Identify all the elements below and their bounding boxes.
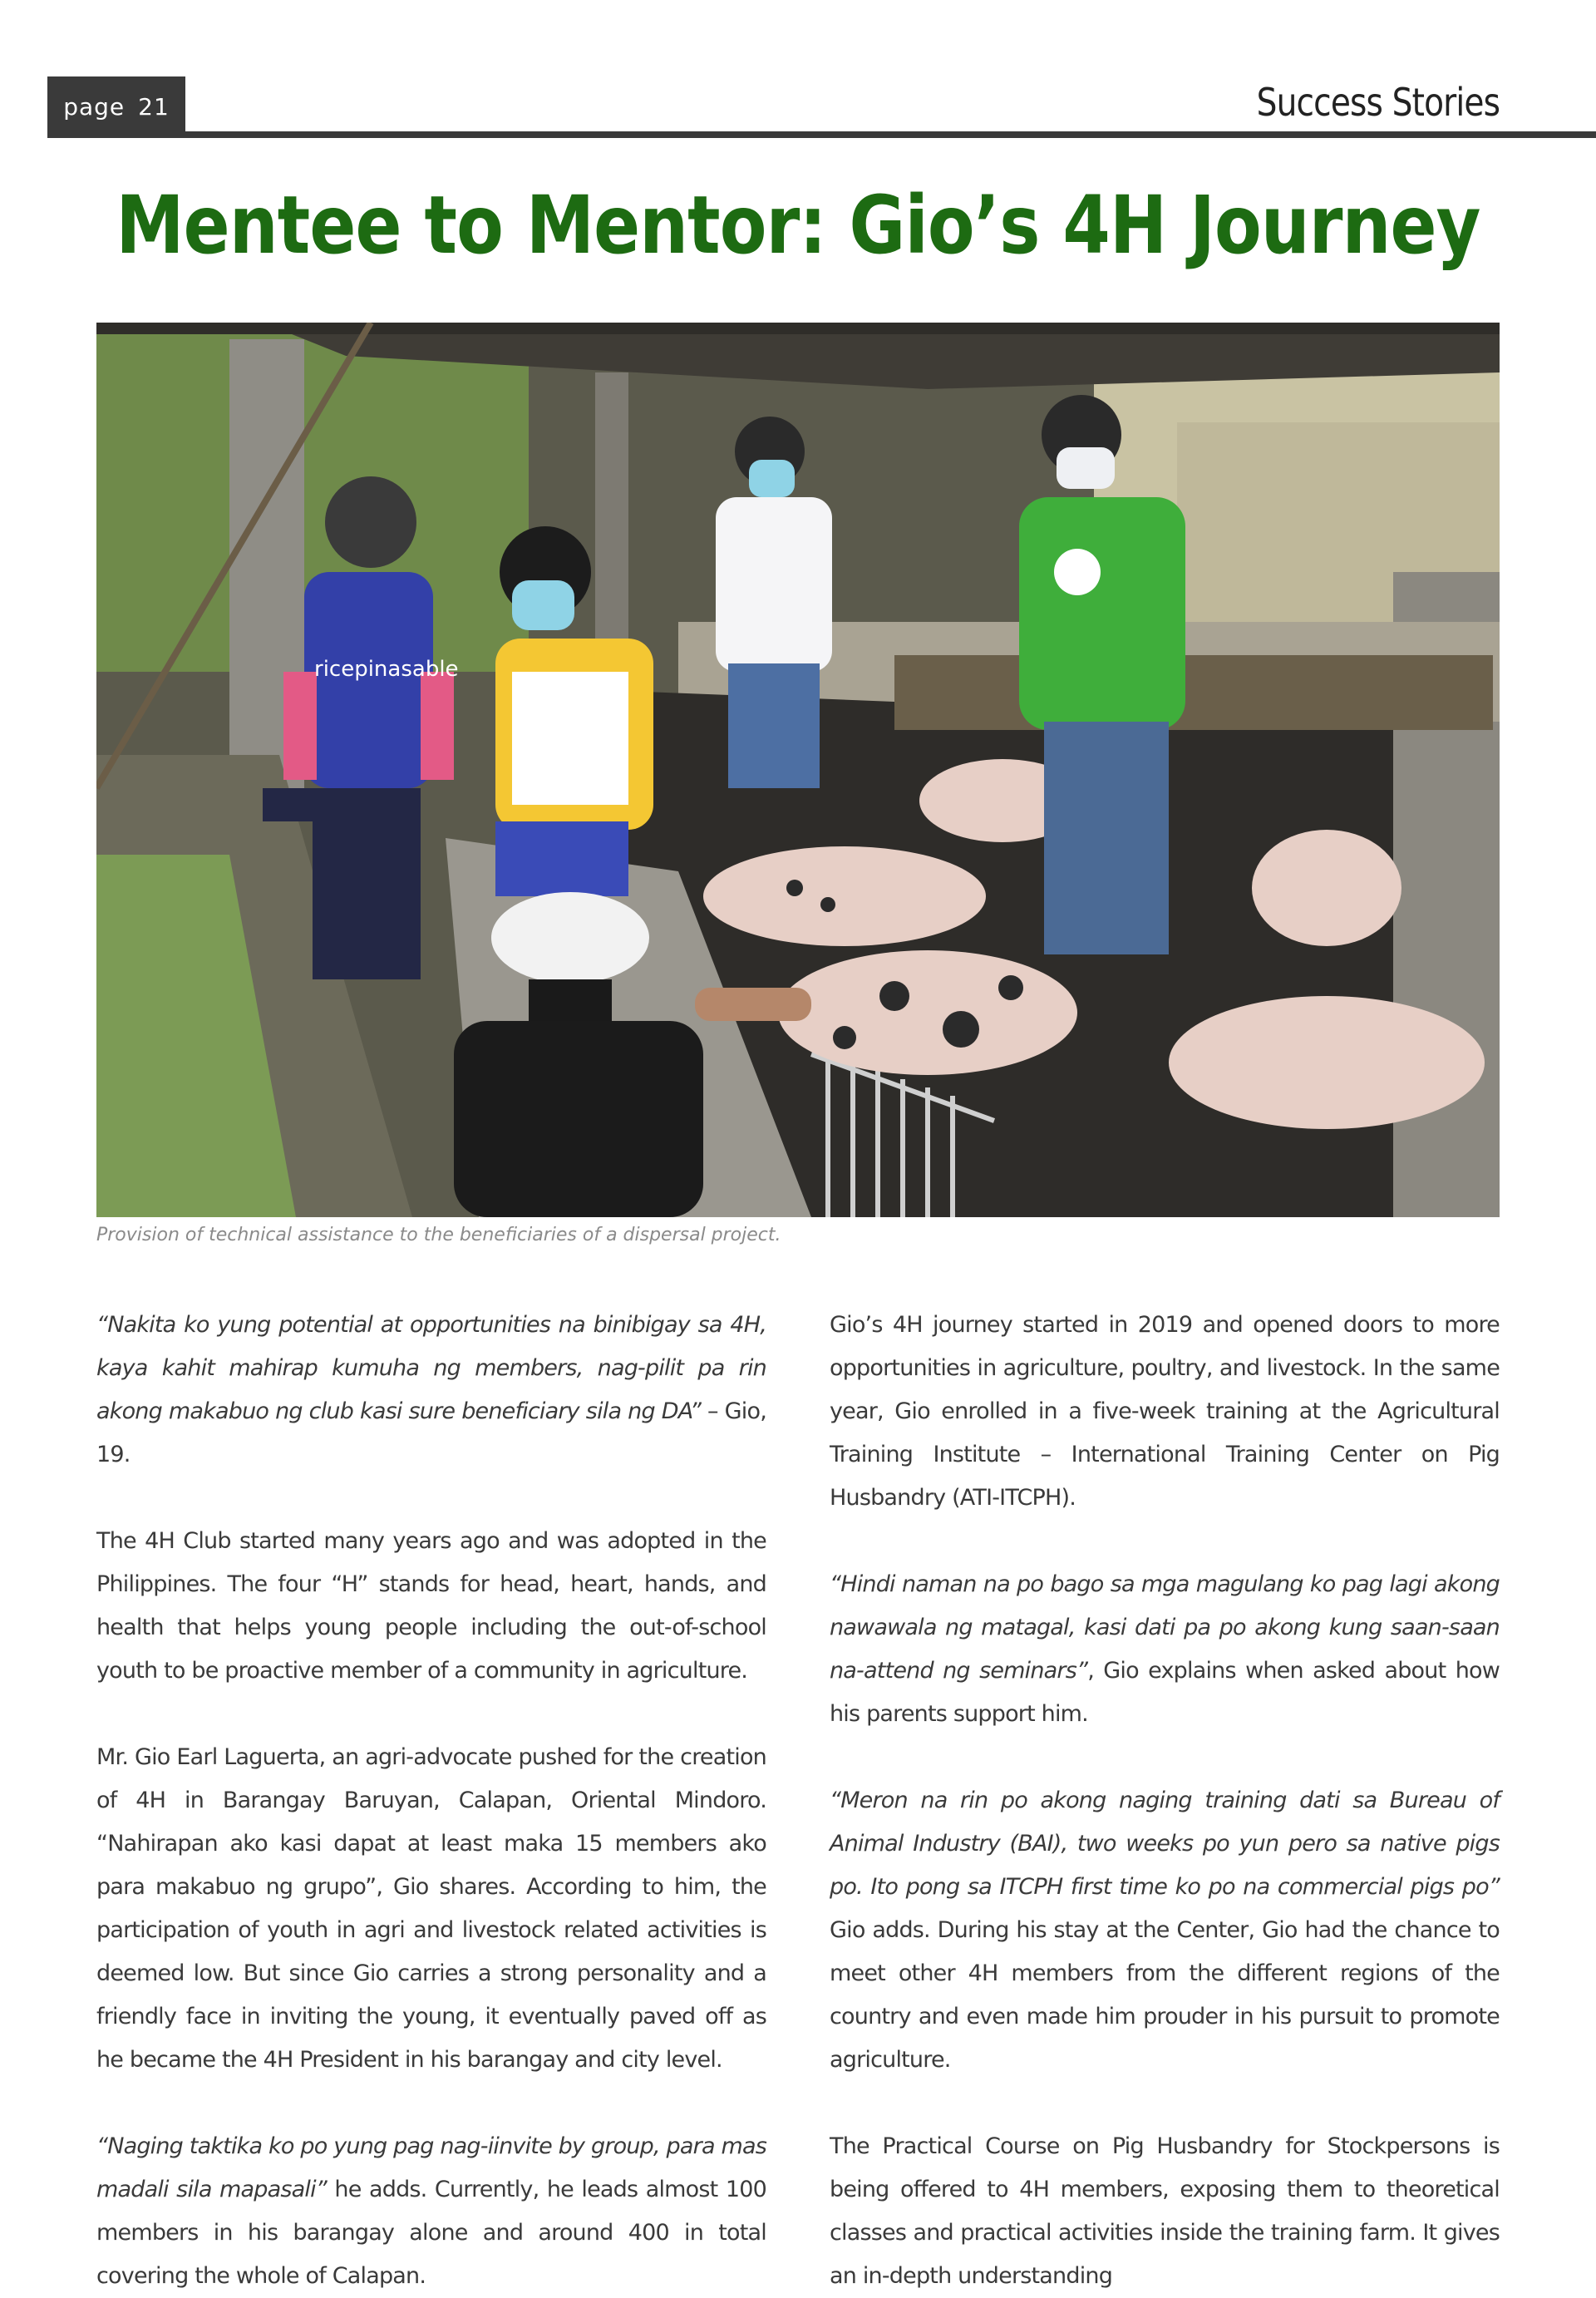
section-label: Success Stories — [1256, 80, 1500, 125]
right-paragraph-1: Gio’s 4H journey started in 2019 and opened doors to more opportunities in agriculture, poultry, and livestock. In the same year, Gio enrolled in a five-week training at the Agricultural Training Institute – International Training Center on Pig Husbandry (ATI-ITCPH). — [830, 1312, 1500, 1511]
page-label: page — [63, 92, 126, 121]
paragraph-text: he adds. Currently, he leads almost 100 members in his barangay alone and around 400 in total covering the whole of Calapan. — [96, 2177, 767, 2289]
left-paragraph-3: Mr. Gio Earl Laguerta, an agri-advocate pushed for the creation of 4H in Barangay Baruyan, Calapan, Oriental Mindoro. “Nahirapan ako kasi dapat at least maka 15 members ako para makabuo ng grupo”, Gio shares. According to him, the participation of youth in agri and livestock related activities is deemed low. But since Gio carries a strong personality and a friendly face in inviting the young, it eventually paved off as he became the 4H President in his barangay and city level. — [96, 1744, 766, 2073]
photo-caption: Provision of technical assistance to the beneficiaries of a dispersal project. — [96, 1225, 781, 1245]
article-title: Mentee to Mentor: Gio’s 4H Journey — [116, 179, 1480, 272]
paragraph-text: , Gio explains when asked about how his parents support him. — [830, 1658, 1500, 1727]
quote-text: “Hindi naman na po bago sa mga magulang ko pag lagi akong nawawala ng matagal, kasi dati pa po akong kung saan-saan na-attend ng seminars” — [830, 1571, 1500, 1684]
paragraph-text: Gio adds. During his stay at the Center, Gio had the chance to meet other 4H members from the different regions of the country and even made him prouder in his pursuit to promote agriculture. — [830, 1917, 1500, 2073]
right-paragraph-4: The Practical Course on Pig Husbandry for Stockpersons is being offered to 4H members, exposing them to theoretical classes and practical activities inside the training farm. It gives an in-depth understanding — [830, 2133, 1500, 2289]
right-paragraph-2 — [830, 1563, 1500, 1736]
attribution-text: – Gio, 19. — [96, 1398, 766, 1467]
quote-text: “Meron na rin po akong naging training dati sa Bureau of Animal Industry (BAI), two weeks po yun pero sa native pigs po. Ito pong sa ITCPH first time ko po na commercial pigs po” — [830, 1788, 1500, 1900]
left-column — [96, 1304, 766, 2298]
quote-text: “Nakita ko yung potential at opportunities na binibigay sa 4H, kaya kahit mahirap kumuha ng members, nag-pilit pa rin akong makabuo ng club kasi sure beneficiary sila ng DA” — [96, 1312, 766, 1424]
left-paragraph-4 — [96, 2125, 766, 2298]
header-rule — [47, 131, 1596, 138]
page-number: 21 — [138, 92, 170, 121]
page-number-tab — [47, 76, 185, 136]
photo-illustration — [96, 323, 1500, 1217]
right-column — [830, 1304, 1500, 2298]
shirt-text: ricepinasable — [314, 657, 459, 682]
quote-text: “Naging taktika ko po yung pag nag-iinvite by group, para mas madali sila mapasali” — [96, 2133, 766, 2202]
left-paragraph-1 — [96, 1304, 766, 1477]
left-paragraph-2: The 4H Club started many years ago and was adopted in the Philippines. The four “H” stands for head, heart, hands, and health that helps young people including the out-of-school youth to be proactive member of a community in agriculture. — [96, 1528, 766, 1684]
article-photo — [96, 323, 1500, 1217]
right-paragraph-3 — [830, 1779, 1500, 2082]
